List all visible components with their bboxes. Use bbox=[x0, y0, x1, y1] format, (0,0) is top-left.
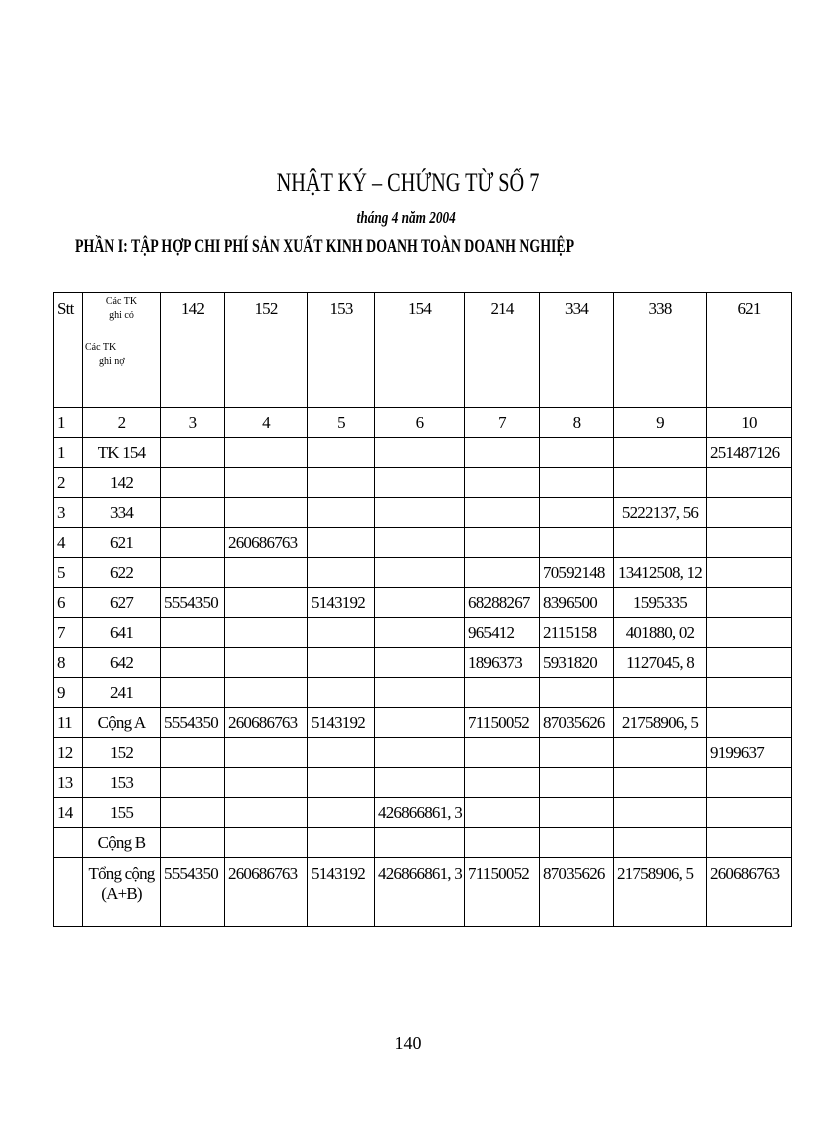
row-account: 642 bbox=[83, 648, 161, 678]
table-row bbox=[54, 828, 792, 858]
row-cell-621 bbox=[707, 678, 792, 708]
total-label bbox=[83, 858, 161, 927]
column-number: 2 bbox=[83, 408, 161, 438]
row-cell-214: 71150052 bbox=[465, 708, 540, 738]
row-cell-214 bbox=[465, 768, 540, 798]
total-cell-152: 260686763 bbox=[225, 858, 308, 927]
row-stt: 8 bbox=[54, 648, 83, 678]
table-row bbox=[54, 648, 792, 678]
header-ghi-no-line2: ghi nợ bbox=[99, 356, 125, 367]
row-cell-142 bbox=[161, 768, 225, 798]
row-cell-152 bbox=[225, 768, 308, 798]
row-cell-621 bbox=[707, 708, 792, 738]
header-account: 153 bbox=[308, 293, 375, 408]
row-cell-153 bbox=[308, 648, 375, 678]
row-cell-214 bbox=[465, 528, 540, 558]
column-number: 7 bbox=[465, 408, 540, 438]
row-account: 641 bbox=[83, 618, 161, 648]
total-cell-338: 21758906, 5 bbox=[614, 858, 707, 927]
row-stt bbox=[54, 828, 83, 858]
total-label-line1: Tổng cộng bbox=[88, 864, 155, 883]
table-row bbox=[54, 708, 792, 738]
row-cell-214 bbox=[465, 828, 540, 858]
row-cell-338 bbox=[614, 528, 707, 558]
header-stt: Stt bbox=[54, 293, 83, 408]
row-cell-154 bbox=[375, 468, 465, 498]
table-row bbox=[54, 468, 792, 498]
row-account: Cộng B bbox=[83, 828, 161, 858]
row-cell-153 bbox=[308, 798, 375, 828]
row-cell-154 bbox=[375, 528, 465, 558]
column-number: 6 bbox=[375, 408, 465, 438]
table-row bbox=[54, 678, 792, 708]
row-cell-338 bbox=[614, 768, 707, 798]
row-cell-338 bbox=[614, 828, 707, 858]
column-number: 9 bbox=[614, 408, 707, 438]
row-cell-334 bbox=[540, 528, 614, 558]
row-cell-152 bbox=[225, 558, 308, 588]
row-stt: 9 bbox=[54, 678, 83, 708]
row-cell-154 bbox=[375, 618, 465, 648]
column-number: 3 bbox=[161, 408, 225, 438]
row-cell-152 bbox=[225, 738, 308, 768]
row-stt: 14 bbox=[54, 798, 83, 828]
row-cell-152 bbox=[225, 438, 308, 468]
row-account: 142 bbox=[83, 468, 161, 498]
row-cell-338 bbox=[614, 738, 707, 768]
row-cell-152 bbox=[225, 678, 308, 708]
row-cell-621 bbox=[707, 648, 792, 678]
row-cell-152 bbox=[225, 618, 308, 648]
row-stt: 4 bbox=[54, 528, 83, 558]
column-number: 8 bbox=[540, 408, 614, 438]
row-account: 334 bbox=[83, 498, 161, 528]
header-account: 154 bbox=[375, 293, 465, 408]
row-cell-153 bbox=[308, 678, 375, 708]
table-row bbox=[54, 438, 792, 468]
row-cell-142 bbox=[161, 798, 225, 828]
row-cell-338: 13412508, 12 bbox=[614, 558, 707, 588]
row-cell-152: 260686763 bbox=[225, 708, 308, 738]
row-cell-214 bbox=[465, 438, 540, 468]
row-cell-153 bbox=[308, 558, 375, 588]
row-stt: 1 bbox=[54, 438, 83, 468]
column-number: 10 bbox=[707, 408, 792, 438]
row-cell-154 bbox=[375, 588, 465, 618]
header-account: 338 bbox=[614, 293, 707, 408]
row-cell-214 bbox=[465, 738, 540, 768]
row-cell-142 bbox=[161, 498, 225, 528]
row-cell-152 bbox=[225, 498, 308, 528]
row-cell-153 bbox=[308, 738, 375, 768]
row-cell-142 bbox=[161, 468, 225, 498]
row-cell-142 bbox=[161, 678, 225, 708]
row-cell-152: 260686763 bbox=[225, 528, 308, 558]
total-label-line2: (A+B) bbox=[101, 884, 142, 903]
row-stt: 2 bbox=[54, 468, 83, 498]
row-cell-153 bbox=[308, 618, 375, 648]
row-cell-621 bbox=[707, 798, 792, 828]
row-cell-142 bbox=[161, 828, 225, 858]
row-cell-152 bbox=[225, 588, 308, 618]
total-cell-154: 426866861, 3 bbox=[375, 858, 465, 927]
row-cell-334 bbox=[540, 738, 614, 768]
document-title: NHẬT KÝ – CHỨNG TỪ SỐ 7 bbox=[276, 168, 540, 197]
row-cell-153: 5143192 bbox=[308, 708, 375, 738]
row-cell-142 bbox=[161, 438, 225, 468]
table-row bbox=[54, 588, 792, 618]
total-cell-214: 71150052 bbox=[465, 858, 540, 927]
header-diagonal-cell bbox=[83, 293, 161, 408]
page-number: 140 bbox=[394, 1033, 422, 1053]
header-ghi-co-line2: ghi có bbox=[109, 310, 134, 321]
row-cell-334 bbox=[540, 468, 614, 498]
row-cell-214 bbox=[465, 498, 540, 528]
row-cell-154: 426866861, 3 bbox=[375, 798, 465, 828]
table-header-row bbox=[54, 293, 792, 408]
row-cell-334 bbox=[540, 678, 614, 708]
row-cell-338: 401880, 02 bbox=[614, 618, 707, 648]
row-stt: 5 bbox=[54, 558, 83, 588]
row-cell-214 bbox=[465, 558, 540, 588]
row-cell-621: 251487126 bbox=[707, 438, 792, 468]
row-cell-334 bbox=[540, 438, 614, 468]
row-cell-153 bbox=[308, 768, 375, 798]
row-cell-154 bbox=[375, 438, 465, 468]
total-cell-142: 5554350 bbox=[161, 858, 225, 927]
row-cell-621 bbox=[707, 828, 792, 858]
row-cell-214: 68288267 bbox=[465, 588, 540, 618]
row-account: 153 bbox=[83, 768, 161, 798]
table-row bbox=[54, 498, 792, 528]
header-ghi-no-line1: Các TK bbox=[85, 342, 117, 353]
header-account: 334 bbox=[540, 293, 614, 408]
row-stt: 11 bbox=[54, 708, 83, 738]
column-number: 5 bbox=[308, 408, 375, 438]
row-cell-142 bbox=[161, 738, 225, 768]
row-cell-152 bbox=[225, 648, 308, 678]
header-account: 142 bbox=[161, 293, 225, 408]
row-cell-142: 5554350 bbox=[161, 708, 225, 738]
row-account: 627 bbox=[83, 588, 161, 618]
row-account: 621 bbox=[83, 528, 161, 558]
row-cell-153 bbox=[308, 438, 375, 468]
row-stt: 13 bbox=[54, 768, 83, 798]
row-cell-334: 5931820 bbox=[540, 648, 614, 678]
column-number-row bbox=[54, 408, 792, 438]
table-row bbox=[54, 768, 792, 798]
row-cell-154 bbox=[375, 498, 465, 528]
document-subtitle: tháng 4 năm 2004 bbox=[356, 208, 456, 227]
row-cell-142 bbox=[161, 528, 225, 558]
row-stt: 7 bbox=[54, 618, 83, 648]
total-row bbox=[54, 858, 792, 927]
row-account: 152 bbox=[83, 738, 161, 768]
total-cell-621: 260686763 bbox=[707, 858, 792, 927]
row-cell-153 bbox=[308, 828, 375, 858]
header-account: 214 bbox=[465, 293, 540, 408]
row-cell-334 bbox=[540, 498, 614, 528]
row-cell-214 bbox=[465, 468, 540, 498]
row-cell-142 bbox=[161, 648, 225, 678]
row-cell-338 bbox=[614, 438, 707, 468]
row-cell-153 bbox=[308, 528, 375, 558]
row-cell-334: 87035626 bbox=[540, 708, 614, 738]
column-number: 4 bbox=[225, 408, 308, 438]
row-cell-214: 1896373 bbox=[465, 648, 540, 678]
row-cell-334 bbox=[540, 768, 614, 798]
row-cell-154 bbox=[375, 768, 465, 798]
total-stt bbox=[54, 858, 83, 927]
row-account: Cộng A bbox=[83, 708, 161, 738]
table-row bbox=[54, 618, 792, 648]
total-cell-153: 5143192 bbox=[308, 858, 375, 927]
header-account: 621 bbox=[707, 293, 792, 408]
section-heading: PHẦN I: TẬP HỢP CHI PHÍ SẢN XUẤT KINH DOANH TOÀN DOANH NGHIỆP bbox=[75, 236, 575, 257]
row-cell-621: 9199637 bbox=[707, 738, 792, 768]
row-account: 622 bbox=[83, 558, 161, 588]
row-account: 155 bbox=[83, 798, 161, 828]
total-cell-334: 87035626 bbox=[540, 858, 614, 927]
row-cell-154 bbox=[375, 648, 465, 678]
row-cell-153 bbox=[308, 498, 375, 528]
row-cell-153: 5143192 bbox=[308, 588, 375, 618]
row-cell-154 bbox=[375, 828, 465, 858]
row-cell-621 bbox=[707, 468, 792, 498]
header-ghi-co-line1: Các TK bbox=[105, 296, 138, 307]
row-cell-334: 70592148 bbox=[540, 558, 614, 588]
row-account: TK 154 bbox=[83, 438, 161, 468]
row-cell-142 bbox=[161, 558, 225, 588]
table-row bbox=[54, 738, 792, 768]
row-cell-334 bbox=[540, 828, 614, 858]
row-stt: 3 bbox=[54, 498, 83, 528]
table-row bbox=[54, 528, 792, 558]
table-row bbox=[54, 558, 792, 588]
row-stt: 6 bbox=[54, 588, 83, 618]
row-cell-154 bbox=[375, 708, 465, 738]
row-cell-214 bbox=[465, 678, 540, 708]
row-stt: 12 bbox=[54, 738, 83, 768]
row-cell-152 bbox=[225, 798, 308, 828]
row-cell-214: 965412 bbox=[465, 618, 540, 648]
row-cell-621 bbox=[707, 618, 792, 648]
row-cell-334: 2115158 bbox=[540, 618, 614, 648]
row-cell-338: 21758906, 5 bbox=[614, 708, 707, 738]
row-account: 241 bbox=[83, 678, 161, 708]
row-cell-142: 5554350 bbox=[161, 588, 225, 618]
header-account: 152 bbox=[225, 293, 308, 408]
row-cell-334: 8396500 bbox=[540, 588, 614, 618]
row-cell-338 bbox=[614, 798, 707, 828]
row-cell-338: 1595335 bbox=[614, 588, 707, 618]
row-cell-153 bbox=[308, 468, 375, 498]
row-cell-154 bbox=[375, 558, 465, 588]
row-cell-621 bbox=[707, 768, 792, 798]
row-cell-154 bbox=[375, 678, 465, 708]
row-cell-621 bbox=[707, 558, 792, 588]
row-cell-152 bbox=[225, 468, 308, 498]
row-cell-621 bbox=[707, 498, 792, 528]
row-cell-334 bbox=[540, 798, 614, 828]
table-row bbox=[54, 798, 792, 828]
row-cell-154 bbox=[375, 738, 465, 768]
row-cell-338 bbox=[614, 678, 707, 708]
row-cell-621 bbox=[707, 588, 792, 618]
row-cell-338: 1127045, 8 bbox=[614, 648, 707, 678]
row-cell-338 bbox=[614, 468, 707, 498]
row-cell-142 bbox=[161, 618, 225, 648]
row-cell-338: 5222137, 56 bbox=[614, 498, 707, 528]
journal-table bbox=[53, 292, 792, 927]
row-cell-214 bbox=[465, 798, 540, 828]
row-cell-621 bbox=[707, 528, 792, 558]
row-cell-152 bbox=[225, 828, 308, 858]
column-number: 1 bbox=[54, 408, 83, 438]
